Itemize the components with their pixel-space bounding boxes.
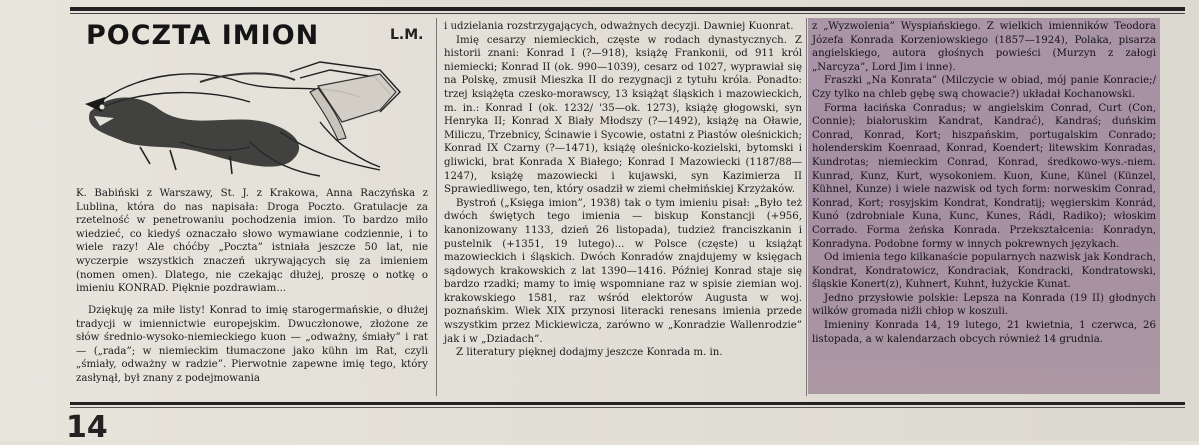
article-title: POCZTA IMION xyxy=(86,20,320,51)
bottom-rule xyxy=(70,402,1185,405)
letter-text: K. Babiński z Warszawy, St. J. z Krakowa, Anna Raczyńska z Lublina, która do nas napisała: Droga Poczto. Gratulacje za rzetelność w penetrowaniu pochodzenia imion. To bardzo miło wiedzieć, co kiedyś oznaczało słowo wymawiane codziennie, i to wiele razy! Ale chóćby „Poczta” istniała jeszcze 50 lat, nie wyczerpie wszystkich znaczeń ukrywających się za imieniem (nomen omen). Dlatego, nie czekając dłużej, proszę o notkę o imieniu KONRAD. Pięknie pozdrawiam... xyxy=(76,188,428,295)
dragon-illustration xyxy=(80,52,410,180)
column-divider xyxy=(806,18,807,396)
paragraph: Forma łacińska Conradus; w angielskim Conrad, Curt (Con, Connie); białoruskim Kandrat, Kandrać), Kandraś; duńskim Conrad, Konrad, Kort; hiszpańskim, portugalskim Conrado; holenderskim Koenraad, Konrad, Koendert; litewskim Konradas, Kundrotas; niemieckim Conrad, Konrad, średkowo-wys.-niem. Kunrad, Kunz, Kurt, wysokoniem. Kuon, Kune, Künel (Künzel, Kühnel, Kunze) i wiele nazwisk od tych form: norweskim Conrad, Konrad, Kort; rosyjskim Kondrat, Kondratij; węgierskim Konrád, Kunó (zdrobniale Kuna, Kunc, Kunes, Rádi, Radiko); włoskim Corrado. Forma żeńska Konrada. Przekształcenia: Konradyn, Konradyna. Podobne formy w innych pokrewnych językach. xyxy=(812,102,1156,250)
paragraph: Imię cesarzy niemieckich, częste w rodach dynastycznych. Z historii znani: Konrad I (?—918), książę Frankonii, od 911 król niemiecki; Konrad II (ok. 990—1039), cesarz od 1027, wyprawiał się na Polskę, zmusił Mieszka II do rezygnacji z tytułu króla. Ponadto: trzej książęta czesko-morawscy, 13 książąt śląskich i mazowieckich, m. in.: Konrad I (ok. 1232/ '35—ok. 1273), książę głogowski, syn Henryka II; Konrad X Biały Młodszy (?—1492), książę na Oławie, Miliczu, Trzebnicy, Ścinawie i Sycowie, ostatni z Piastów oleśnickich; Konrad IX Czarny (?—1471), książę oleśnicko-kozielski, bytomski i gliwicki, brat Konrada X Białego; Konrad I Mazowiecki (1187/88—1247), książę mazowiecki i kujawski, syn Kazimierza II Sprawiedliwego, ten, który osadził w ziemi chełmińskiej Krzyżaków. xyxy=(444,34,802,196)
paragraph: Dziękuję za miłe listy! Konrad to imię starogermańskie, o dłużej tradycji w imiennictwie europejskim. Dwuczłonowe, złożone ze słów średnio-wysoko-niemieckiego kuon — „odważny, śmiały” i rat — („rada”; w niemieckim tłumaczone jako kühn im Rat, czyli „śmiały, odważny w radzie”. Pierwotnie zapewne imię tego, który zasłynął, był znany z podejmowania xyxy=(76,305,428,384)
paragraph: Bystroń („Księga imion”, 1938) tak o tym imieniu pisał: „Było też dwóch świętych tego imienia — biskup Konstancji (+956, kanonizowany 1133, dzień 26 listopada), tudzież franciszkanin i pustelnik (+1351, 19 lutego)... w Polsce (częste) u książąt mazowieckich i śląskich. Dwóch Konradów znajdujemy w księgach sądowych krakowskich z lat 1390—1416. Później Konrad staje się bardzo rzadki; mamy to imię wspomniane raz w spisie ziemian woj. krakowskiego 1581, raz wśród elektorów Augusta w woj. poznańskim. Wiek XIX przynosi literacki renesans imienia przede wszystkim przez Mickiewicza, zarówno w „Konradzie Wallenrodzie” jak i w „Dziadach”. xyxy=(444,197,802,345)
reader-letter xyxy=(76,187,428,296)
paragraph: Z literatury pięknej dodajmy jeszcze Konrada m. in. xyxy=(456,347,723,359)
paragraph: i udzielania rozstrzygających, odważnych decyzji. Dawniej Kuonrat. xyxy=(444,21,794,32)
paragraph: Jedno przysłowie polskie: Lepsza na Konrada (19 II) głodnych wilków gromada niźli chłop w koszuli. xyxy=(812,292,1156,318)
column-3-text xyxy=(812,20,1156,346)
top-rule-thin xyxy=(70,13,1185,14)
article-author: L.M. xyxy=(390,27,424,43)
column-2-text xyxy=(444,20,802,360)
paragraph: Fraszki „Na Konrata” (Milczycie w obiad, mój panie Konracie;/ Czy tylko na chleb gębę swą chowacie?) układał Kochanowski. xyxy=(812,75,1156,100)
column-1-text xyxy=(76,304,428,386)
page-number: 14 xyxy=(66,410,108,445)
paragraph: z „Wyzwolenia” Wyspiańskiego. Z wielkich imienników Teodora Józefa Konrada Korzeniowskiego (1857—1924), Polaka, pisarza angielskiego, autora głośnych powieści (Murzyn z załogi „Narcyza”, Lord Jim i inne). xyxy=(812,21,1156,73)
paragraph: Imieniny Konrada 14, 19 lutego, 21 kwietnia, 1 czerwca, 26 listopada, a w kalendarzach obcych również 14 grudnia. xyxy=(812,320,1156,345)
column-divider xyxy=(436,18,437,396)
paragraph: Od imienia tego kilkanaście popularnych nazwisk jak Kondrach, Kondrat, Kondratowicz, Kondraciak, Kondracki, Kondratowski, śląskie Konert(z), Kuhnert, Kuhnt, łużyckie Kunat. xyxy=(812,252,1156,291)
top-rule xyxy=(70,7,1185,11)
bottom-rule-thin xyxy=(70,407,1185,408)
